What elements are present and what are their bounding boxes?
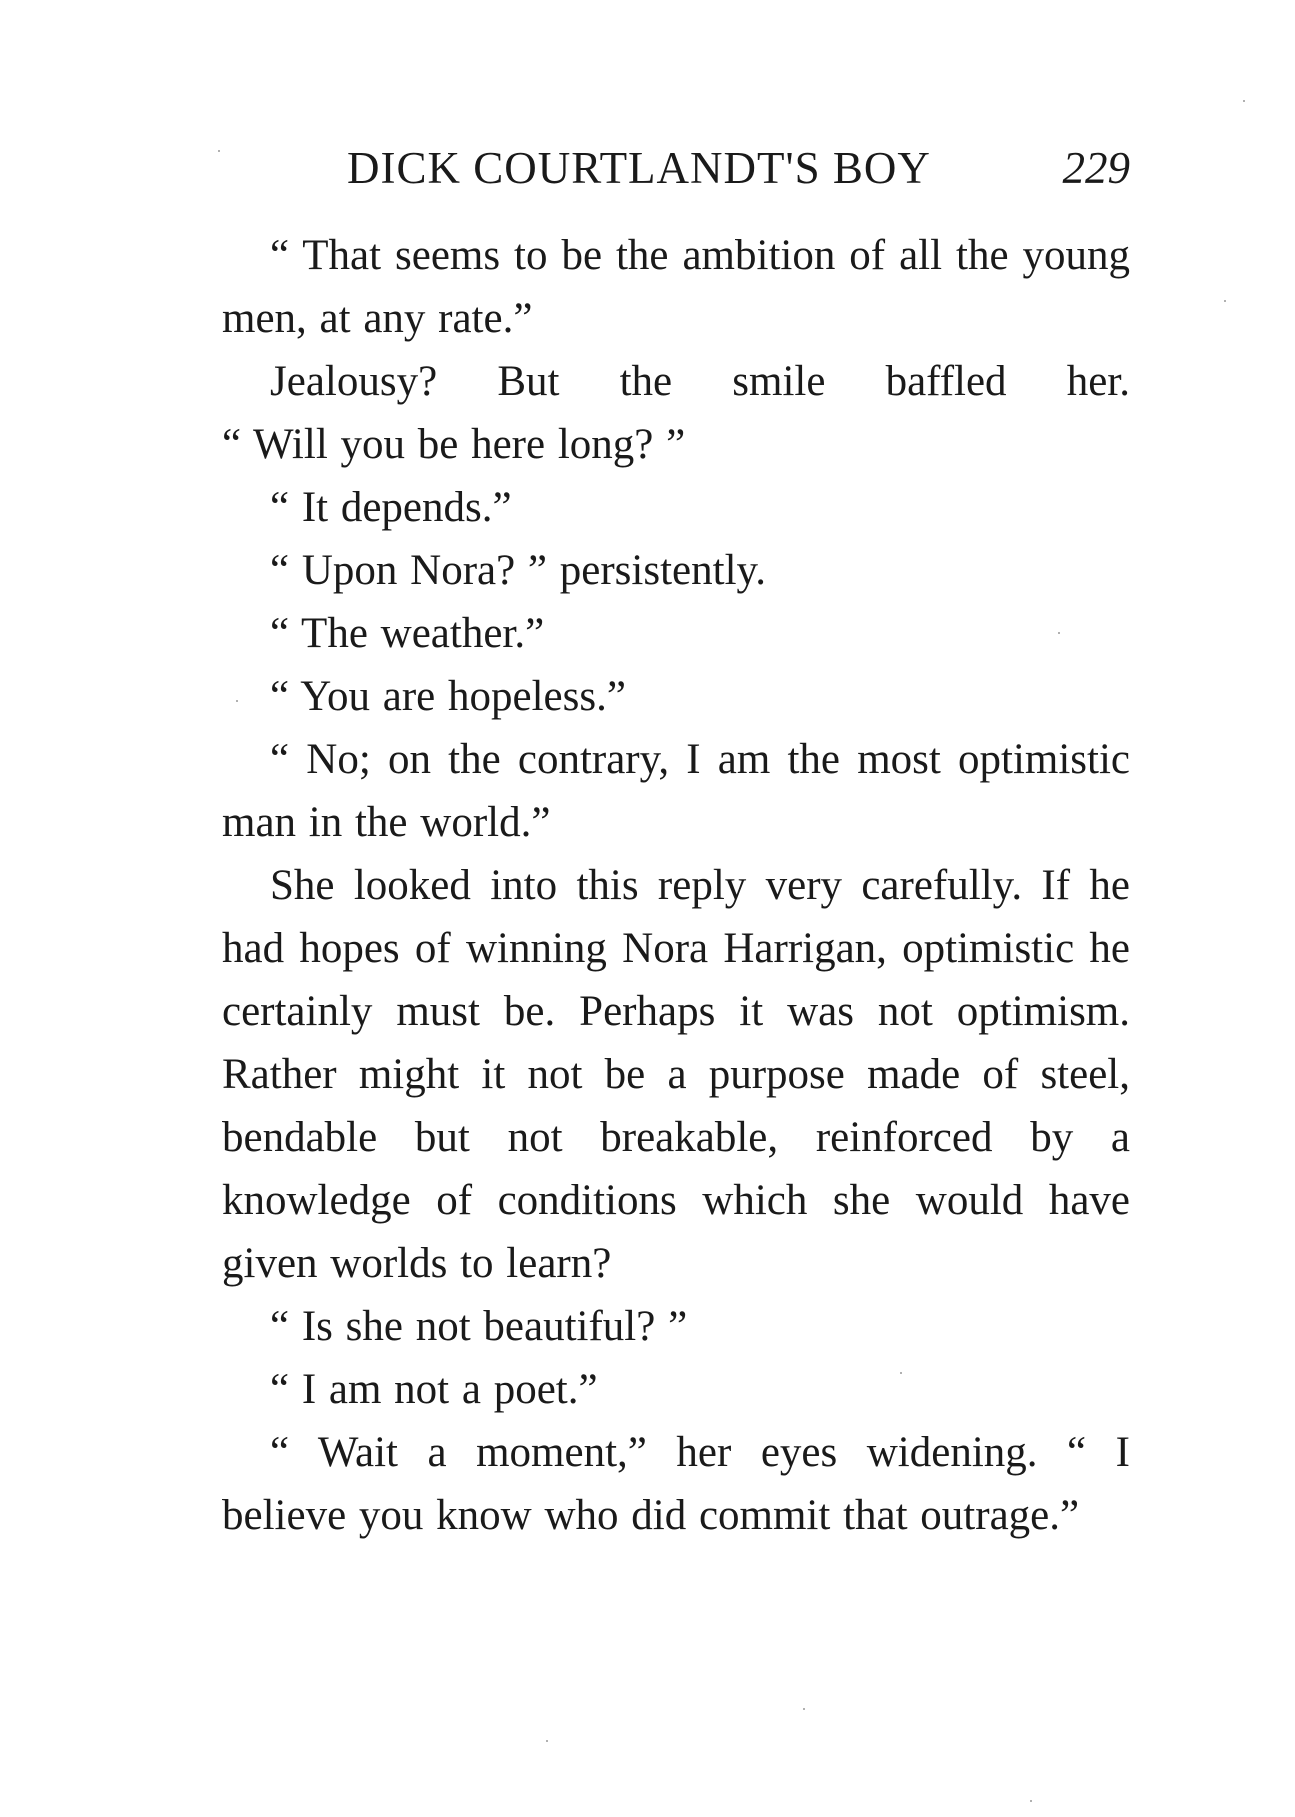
paragraph-optimistic: “ No; on the contrary, I am the most optimistic man in the world.” xyxy=(222,736,1130,846)
paragraph-jealousy-question: “ Will you be here long? ” xyxy=(222,421,686,468)
paragraph-jealousy xyxy=(222,350,1130,476)
speck xyxy=(900,1372,902,1374)
speck xyxy=(1058,632,1060,634)
speck xyxy=(546,1740,548,1742)
speck xyxy=(1224,300,1226,302)
paragraph-upon-nora: “ Upon Nora? ” persistently. xyxy=(270,547,766,594)
paragraph-it-depends: “ It depends.” xyxy=(270,484,512,531)
body-text xyxy=(222,224,1130,1547)
speck xyxy=(236,700,238,702)
running-head xyxy=(222,138,1130,198)
speck xyxy=(1243,100,1245,102)
page-number: 229 xyxy=(1062,143,1130,193)
speck xyxy=(1030,1800,1032,1802)
paragraph-ambition: “ That seems to be the ambition of all the young men, at any rate.” xyxy=(222,232,1130,342)
speck xyxy=(218,150,220,152)
paragraph-beautiful: “ Is she not beautiful? ” xyxy=(270,1303,688,1350)
paragraph-the-weather: “ The weather.” xyxy=(270,610,545,657)
running-title: DICK COURTLANDT'S BOY xyxy=(347,143,931,193)
paragraph-she-looked: She looked into this reply very carefully. If he had hopes of winning Nora Harrigan, optimistic he certainly must be. Perhaps it was not optimism. Rather might it not be a purpose made of steel, bendable but not breakable, reinforced by a knowledge of conditions which she would have given worlds to learn? xyxy=(222,862,1130,1287)
paragraph-not-a-poet: “ I am not a poet.” xyxy=(270,1366,598,1413)
speck xyxy=(803,1708,805,1710)
paragraph-jealousy-line: Jealousy? But the smile baffled her. xyxy=(270,358,1130,405)
paragraph-wait-a-moment: “ Wait a moment,” her eyes widening. “ I believe you know who did commit that outrage.” xyxy=(222,1429,1130,1539)
paragraph-hopeless: “ You are hopeless.” xyxy=(270,673,626,720)
